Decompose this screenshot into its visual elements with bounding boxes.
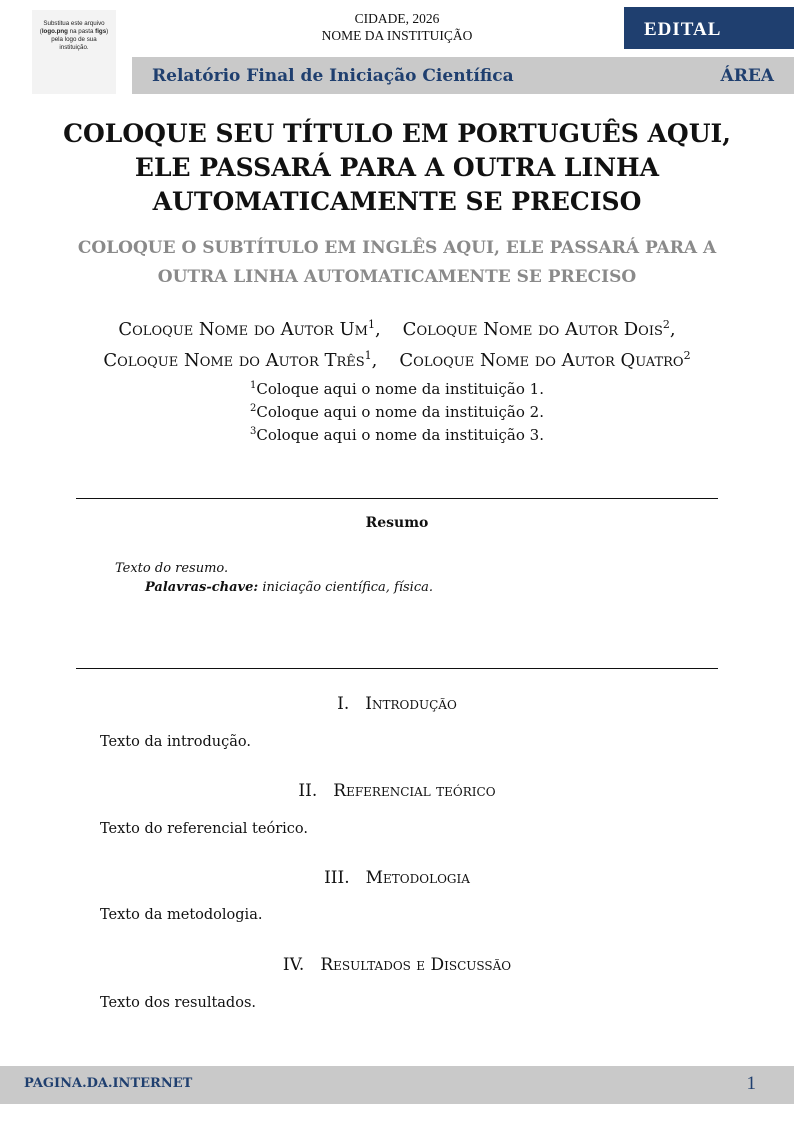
affiliation-number: 3: [250, 426, 257, 437]
author-name: Coloque Nome do Autor Dois: [402, 319, 663, 340]
keywords-text: iniciação científica, física.: [262, 580, 433, 595]
affiliation-item: [200, 422, 594, 445]
logo-line-3: pela logo de sua: [51, 36, 97, 43]
affiliation-text: Coloque aqui o nome da instituição 1.: [256, 380, 544, 398]
author-row: [40, 312, 754, 343]
section-number: III.: [324, 868, 350, 888]
paper-title-line: AUTOMATICAMENTE SE PRECISO: [152, 187, 642, 216]
author-name: Coloque Nome do Autor Um: [118, 319, 368, 340]
affiliation-text: Coloque aqui o nome da instituição 2.: [256, 403, 544, 421]
author-name: Coloque Nome do Autor Três: [103, 350, 365, 371]
author-affil-mark: 1: [364, 349, 372, 362]
section-heading: [76, 955, 718, 975]
abstract-text: Texto do resumo.: [115, 561, 229, 576]
author-separator: ,: [669, 319, 676, 340]
author-list: [40, 312, 754, 374]
logo-line-1: Substitua este arquivo: [43, 20, 105, 27]
affiliation-number: 2: [250, 403, 257, 414]
author-affil-mark: 2: [683, 349, 691, 362]
section-body: Texto dos resultados.: [100, 995, 256, 1011]
section-number: I.: [337, 694, 350, 714]
section-number: II.: [298, 781, 318, 801]
affiliation-item: [200, 376, 594, 399]
section-title: Referencial teórico: [333, 781, 496, 801]
author-separator: ,: [371, 350, 378, 371]
keywords-line: [145, 580, 433, 595]
section-title: Resultados e Discussão: [320, 955, 512, 975]
logo-line-4: instituição.: [59, 44, 89, 51]
logo-line-2: (logo.png na pasta figs): [39, 28, 109, 35]
author-affil-mark: 2: [662, 318, 670, 331]
section-body: Texto do referencial teórico.: [100, 821, 308, 837]
affiliation-number: 1: [250, 380, 257, 391]
city-year: CIDADE, 2026: [354, 11, 440, 26]
abstract-top-rule: [76, 498, 718, 499]
section-title: Metodologia: [365, 868, 470, 888]
section-body: Texto da metodologia.: [100, 907, 263, 923]
abstract-heading: Resumo: [365, 515, 429, 531]
logo-placeholder: [32, 10, 116, 94]
section-heading: [76, 694, 718, 714]
section-body: Texto da introdução.: [100, 734, 251, 750]
page-number: 1: [746, 1073, 756, 1094]
report-title-bar: [132, 57, 794, 94]
edital-badge: EDITAL: [624, 7, 794, 49]
institution-name: NOME DA INSTITUIÇÃO: [321, 28, 473, 43]
author-name: Coloque Nome do Autor Quatro: [399, 350, 684, 371]
paper-subtitle-line: COLOQUE O SUBTÍTULO EM INGLÊS AQUI, ELE PASSARÁ PARA A: [77, 238, 717, 258]
keywords-label: Palavras-chave:: [145, 580, 259, 595]
paper-subtitle-line: OUTRA LINHA AUTOMATICAMENTE SE PRECISO: [157, 267, 637, 287]
report-title: Relatório Final de Iniciação Científica: [152, 66, 514, 86]
paper-title: [60, 117, 734, 219]
footer-url: PAGINA.DA.INTERNET: [24, 1076, 193, 1091]
section-number: IV.: [282, 955, 305, 975]
section-heading: [76, 868, 718, 888]
abstract-bottom-rule: [76, 668, 718, 669]
section-title: Introdução: [365, 694, 457, 714]
paper-title-line: COLOQUE SEU TÍTULO EM PORTUGUÊS AQUI,: [63, 119, 731, 148]
header-center: [250, 10, 544, 44]
page-footer: [0, 1066, 794, 1104]
affiliation-item: [200, 399, 594, 422]
author-affil-mark: 1: [367, 318, 375, 331]
author-separator: ,: [374, 319, 381, 340]
author-row: [40, 343, 754, 374]
affiliation-text: Coloque aqui o nome da instituição 3.: [256, 426, 544, 444]
section-heading: [76, 781, 718, 801]
paper-title-line: ELE PASSARÁ PARA A OUTRA LINHA: [134, 153, 660, 182]
area-label: ÁREA: [720, 66, 774, 86]
paper-subtitle: [70, 234, 724, 292]
affiliation-list: [200, 376, 594, 445]
